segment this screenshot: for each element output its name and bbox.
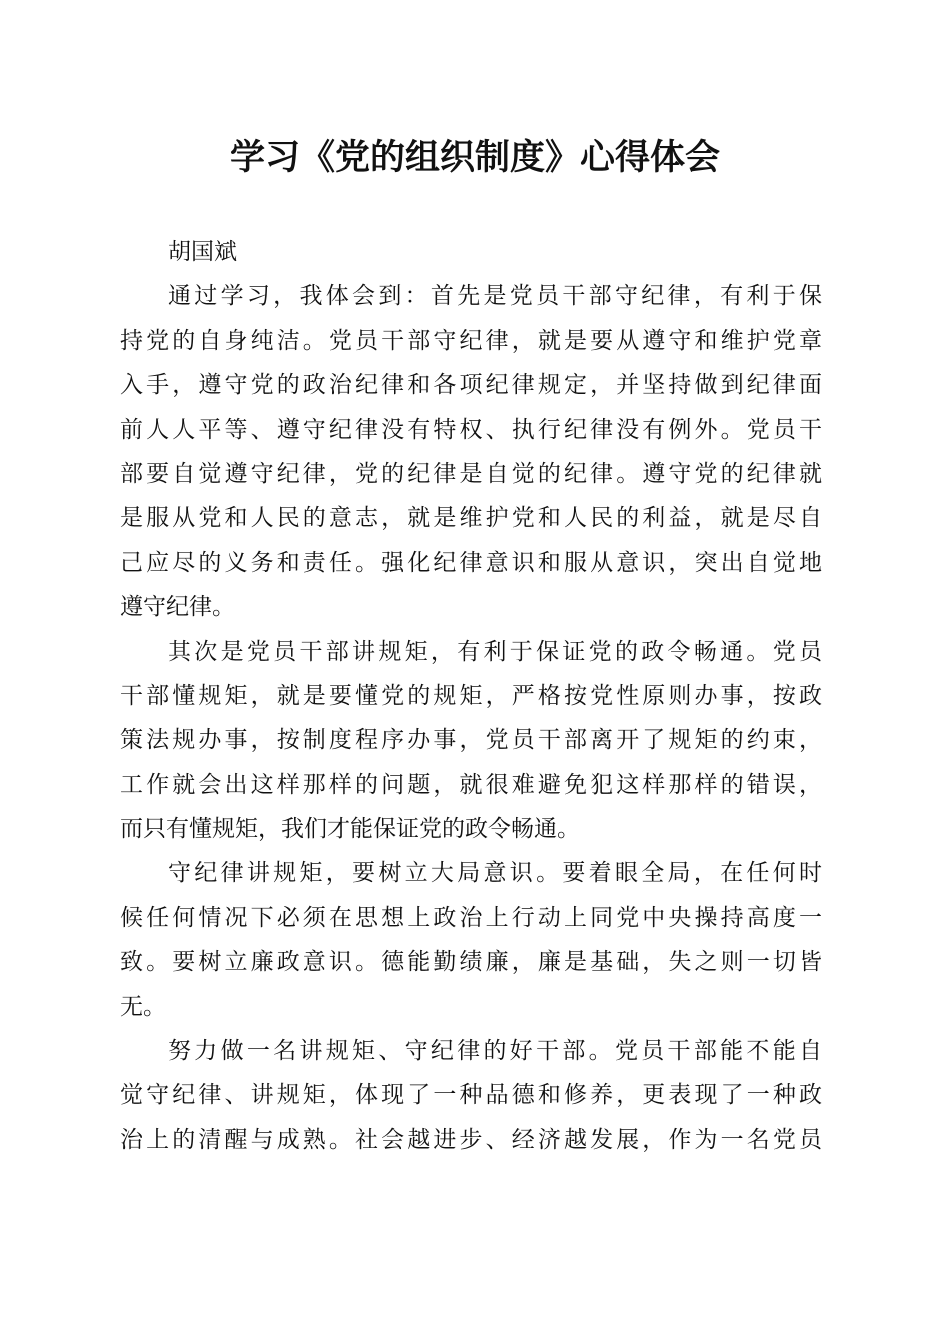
paragraph-line: 而只有懂规矩，我们才能保证党的政令畅通。 [120,816,580,843]
paragraphs [120,274,822,1162]
paragraph-line: 候任何情况下必须在思想上政治上行动上同党中央操持高度一 [120,904,822,931]
author-name: 胡国斌 [168,239,237,265]
paragraph-line: 工作就会出这样那样的问题，就很难避免犯这样那样的错误， [120,771,822,798]
paragraph-line: 策法规办事，按制度程序办事，党员干部离开了规矩的约束， [120,727,822,754]
paragraph-line: 干部懂规矩，就是要懂党的规矩，严格按党性原则办事，按政 [120,682,822,709]
paragraph [120,851,822,1029]
paragraph-line: 其次是党员干部讲规矩，有利于保证党的政令畅通。党员 [168,638,822,665]
paragraph [120,630,822,852]
paragraph-line: 无。 [120,993,166,1020]
paragraph-line: 通过学习，我体会到：首先是党员干部守纪律，有利于保 [168,283,822,310]
paragraph-line: 持党的自身纯洁。党员干部守纪律，就是要从遵守和维护党章 [120,327,822,354]
paragraph-line: 治上的清醒与成熟。社会越进步、经济越发展，作为一名党员 [120,1126,822,1153]
paragraph-line: 觉守纪律、讲规矩，体现了一种品德和修养，更表现了一种政 [120,1082,822,1109]
paragraph-line: 遵守纪律。 [120,594,235,621]
document-title: 学习《党的组织制度》心得体会 [229,137,720,178]
document-body [120,230,822,1162]
paragraph-line: 己应尽的义务和责任。强化纪律意识和服从意识，突出自觉地 [120,549,822,576]
paragraph-line: 努力做一名讲规矩、守纪律的好干部。党员干部能不能自 [168,1038,822,1065]
paragraph [120,274,822,629]
paragraph-line: 守纪律讲规矩，要树立大局意识。要着眼全局，在任何时 [168,860,822,887]
paragraph [120,1029,822,1162]
paragraph-line: 前人人平等、遵守纪律没有特权、执行纪律没有例外。党员干 [120,416,822,443]
paragraph-line: 是服从党和人民的意志，就是维护党和人民的利益，就是尽自 [120,505,822,532]
paragraph-line: 入手，遵守党的政治纪律和各项纪律规定，并坚持做到纪律面 [120,372,822,399]
paragraph-line: 部要自觉遵守纪律，党的纪律是自觉的纪律。遵守党的纪律就 [120,460,822,487]
paragraph-line: 致。要树立廉政意识。德能勤绩廉，廉是基础，失之则一切皆 [120,949,822,976]
